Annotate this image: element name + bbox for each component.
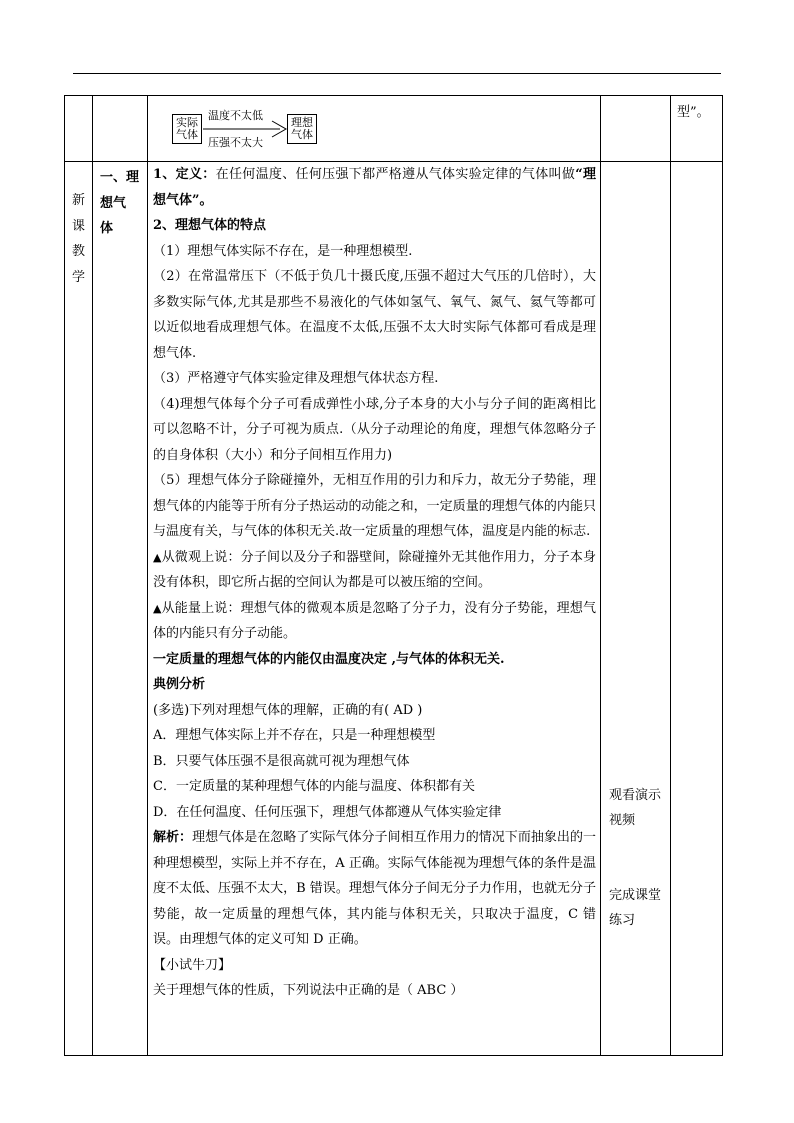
energy-view: [153, 596, 596, 647]
lesson-plan-table: [64, 95, 723, 1056]
topic-line: 想气: [100, 195, 127, 211]
definition-text: 在任何温度、任何压强下都严格遵从气体实验定律的气体叫做: [215, 167, 576, 182]
note-text: 型”。: [677, 105, 710, 120]
conclusion: 一定质量的理想气体的内能仅由温度决定 ,与气体的体积无关.: [153, 651, 505, 667]
topic-line: 体: [100, 221, 114, 236]
analysis: [153, 825, 596, 953]
feature-3: （3）严格遵守气体实验定律及理想气体状态方程.: [153, 371, 439, 386]
option-a: A．理想气体实际上并不存在，只是一种理想模型: [153, 728, 436, 743]
activity-line: 完成课堂: [609, 888, 662, 903]
section-char: 学: [71, 269, 85, 285]
option-c: C．一定质量的某种理想气体的内能与温度、体积都有关: [153, 779, 475, 794]
topic-cell: [93, 162, 148, 1056]
content-cell: [148, 162, 601, 1056]
triangle-icon: ▲: [153, 601, 162, 615]
gas-conversion-diagram: [172, 106, 352, 156]
activity-line: 视频: [609, 813, 636, 828]
empty-cell: [671, 162, 723, 1056]
empty-cell: [65, 96, 93, 162]
real-gas-label-2: 气体: [176, 128, 198, 141]
analysis-label: 解析：: [153, 830, 193, 845]
diagram-cell: [148, 96, 601, 162]
definition-label: 1、定义：: [153, 167, 216, 182]
temperature-condition: 温度不太低: [208, 109, 263, 122]
micro-view-text: 从微观上说：分子间以及分子和器壁间，除碰撞外无其他作用力，分子本身没有体积，即它所占据的空间认为都是可以被压缩的空间。: [153, 549, 596, 590]
section-char: 新: [71, 193, 85, 208]
features-title: 2、理想气体的特点: [153, 218, 267, 233]
topic-line: 一、理: [100, 170, 140, 185]
feature-1: （1）理想气体实际不存在，是一种理想模型.: [153, 243, 413, 259]
activity-class-exercise: [609, 883, 661, 933]
triangle-icon: ▲: [153, 550, 162, 564]
feature-5: （5）理想气体分子除碰撞外，无相互作用的引力和斥力，故无分子势能，理想气体的内能等于所有分子热运动的动能之和，一定质量的理想气体的内能只与温度有关，与气体的体积无关.故一定质量的理想气体，温度是内能的标志.: [153, 473, 596, 539]
real-gas-label-1: 实际: [176, 116, 198, 129]
ideal-gas-box: [287, 114, 317, 144]
activity-watch-video: [609, 783, 661, 833]
ideal-gas-label-1: 理想: [291, 116, 313, 129]
section-char: 课: [71, 218, 85, 234]
practice-title: 【小试牛刀】: [153, 957, 232, 973]
real-gas-box: [172, 114, 202, 144]
section-label: [65, 162, 93, 1056]
activity-line: 观看演示: [609, 788, 662, 803]
section-char: 教: [71, 244, 85, 259]
feature-2: （2）在常温常压下（不低于负几十摄氏度,压强不超过大气压的几倍时），大多数实际气体,尤其是那些不易液化的气体如氢气、氧气、氮气、氦气等都可以近似地看成理想气体。在温度不太低,压强不太大时实际气体都可看成是理想气体.: [153, 269, 596, 361]
option-d: D．在任何温度、任何压强下，理想气体都遵从气体实验定律: [153, 804, 502, 820]
definition-term: “理想气体”。: [153, 167, 596, 208]
example-title: 典例分析: [153, 677, 206, 692]
example-question: (多选)下列对理想气体的理解，正确的有( AD ): [153, 702, 423, 718]
analysis-text: 理想气体是在忽略了实际气体分子间相互作用力的情况下而抽象出的一种理想模型，实际上并不存在，A 正确。实际气体能视为理想气体的条件是温度不太低、压强不太大，B 错误。理想气体分子间无分子力作用，也就无分子势能，故一定质量的理想气体，其内能与体积无关，只取决于温度，C 错误。由理想气体的定义可知 D 正确。: [153, 830, 596, 947]
empty-cell: [93, 96, 148, 162]
note-cell: [671, 96, 723, 162]
table-row: [65, 96, 723, 162]
feature-4: （4)理想气体每个分子可看成弹性小球,分子本身的大小与分子间的距离相比可以忽略不计，分子可视为质点.（从分子动理论的角度，理想气体忽略分子的自身体积（大小）和分子间相互作用力): [153, 396, 596, 463]
activity-cell: [601, 162, 671, 1056]
activity-line: 练习: [609, 913, 636, 928]
ideal-gas-label-2: 气体: [291, 128, 313, 141]
empty-cell: [601, 96, 671, 162]
definition: [153, 162, 596, 213]
micro-view: [153, 545, 596, 596]
header-rule: [73, 73, 721, 74]
option-b: B．只要气体压强不是很高就可视为理想气体: [153, 753, 410, 769]
table-row: [65, 162, 723, 1056]
practice-question: 关于理想气体的性质，下列说法中正确的是（ ABC ）: [153, 983, 464, 998]
pressure-condition: 压强不太大: [208, 136, 263, 149]
energy-view-text: 从能量上说：理想气体的微观本质是忽略了分子力，没有分子势能，理想气体的内能只有分子动能。: [153, 600, 596, 641]
